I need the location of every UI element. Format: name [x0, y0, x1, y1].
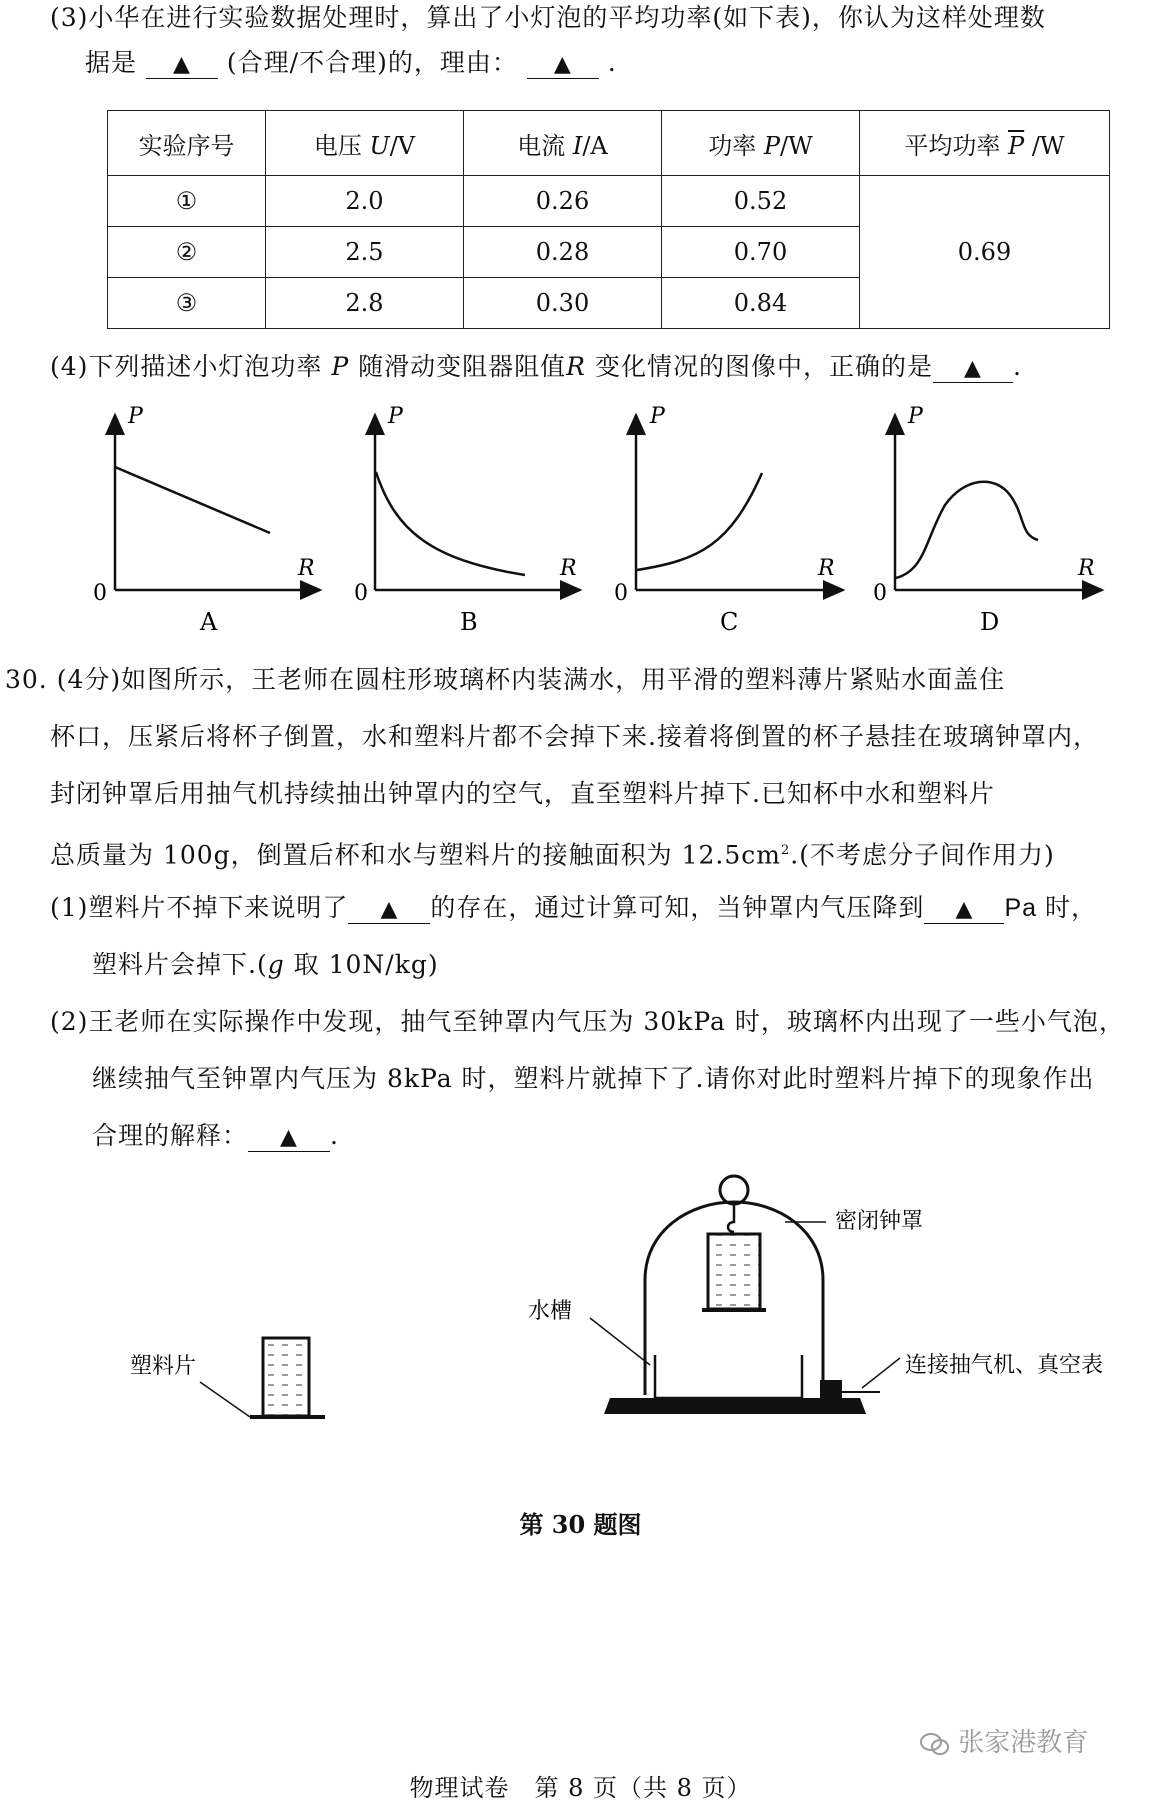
label-trough: 水槽 [528, 1299, 573, 1324]
q3-text-b: (合理/不合理)的，理由： [226, 48, 518, 77]
table-cell: ③ [108, 278, 266, 329]
bell-jar-assembly [528, 1176, 1103, 1414]
q30-figure [0, 1170, 1161, 1430]
q30-line4: 总质量为 100g，倒置后杯和水与塑料片的接触面积为 $12.5cm^2$.(不考虑分子间作用力) [50, 840, 1055, 870]
figure-caption: 第 30 题图 [519, 1510, 642, 1539]
graph-options [0, 395, 1161, 650]
triangle-mark: ▲ [173, 52, 191, 77]
table-cell: 0.84 [662, 278, 860, 329]
table-cell: ① [108, 176, 266, 227]
q30-part1: (1)塑料片不掉下来说明了 ▲ 的存在，通过计算可知，当钟罩内气压降到 ▲ Pa 时， [50, 893, 1097, 922]
q30-part2-line3: 合理的解释： ▲ . [92, 1121, 339, 1150]
graph-label-b: B [460, 608, 478, 636]
triangle-mark: ▲ [280, 1125, 298, 1150]
q30-line2: 杯口，压紧后将杯子倒置，水和塑料片都不会掉下来.接着将倒置的杯子悬挂在玻璃钟罩内， [50, 722, 1099, 751]
table-cell: 2.8 [266, 278, 464, 329]
header-current: 电流 I/A [464, 111, 662, 176]
answer-blank-reason[interactable] [527, 52, 599, 79]
answer-blank-pressure-value[interactable] [924, 897, 1004, 924]
table-cell: ② [108, 227, 266, 278]
hanging-cup [708, 1234, 760, 1309]
watermark: 张家港教育 [920, 1722, 1088, 1759]
x-axis-label: R [818, 556, 835, 581]
label-bell-jar: 密闭钟罩 [835, 1209, 924, 1234]
graph-d[interactable] [873, 404, 1102, 636]
table-cell: 0.28 [464, 227, 662, 278]
y-axis-label: P [650, 404, 665, 429]
chat-bubble-icon [920, 1731, 950, 1757]
curve-d [896, 482, 1038, 578]
header-average-power: 平均功率 $\overline{P}$ /W [860, 111, 1110, 176]
curve-b [376, 472, 525, 575]
origin-label: 0 [93, 581, 107, 606]
curve-c [637, 473, 762, 570]
y-axis-label: P [388, 404, 403, 429]
y-axis-label: P [908, 404, 923, 429]
q30-part1-line2: 塑料片会掉下.(g 取 10N/kg) [92, 950, 439, 979]
base-plate [604, 1398, 866, 1414]
q3-text-a: 据是 [85, 48, 138, 77]
answer-blank-graph[interactable] [933, 356, 1013, 383]
page-footer: 物理试卷 第 8 页（共 8 页） [409, 1774, 752, 1802]
graph-label-d: D [980, 608, 1000, 636]
origin-label: 0 [873, 581, 887, 606]
x-axis-label: R [1078, 556, 1095, 581]
average-power-cell: 0.69 [860, 176, 1110, 329]
triangle-mark: ▲ [964, 356, 982, 381]
q4-line: (4)下列描述小灯泡功率 P 随滑动变阻器阻值R 变化情况的图像中，正确的是 ▲ . [50, 352, 1022, 381]
table-row [108, 176, 1110, 227]
q30-part2-line1: (2)王老师在实际操作中发现，抽气至钟罩内气压为 30kPa 时，玻璃杯内出现了一些小气泡， [50, 1007, 1125, 1036]
q3-text-c: . [607, 48, 617, 77]
q3-line2 [85, 48, 617, 79]
answer-blank-explanation[interactable] [248, 1125, 330, 1152]
hook-icon [728, 1204, 734, 1232]
header-power: 功率 P/W [662, 111, 860, 176]
origin-label: 0 [614, 581, 628, 606]
table-cell: 0.30 [464, 278, 662, 329]
origin-label: 0 [354, 581, 368, 606]
curve-a [115, 467, 270, 533]
triangle-mark: ▲ [380, 897, 399, 922]
data-table [107, 110, 1110, 329]
label-pump: 连接抽气机、真空表 [905, 1353, 1104, 1378]
graph-label-a: A [200, 608, 218, 636]
table-header-row [108, 111, 1110, 176]
header-index: 实验序号 [108, 111, 266, 176]
label-plastic-sheet: 塑料片 [130, 1354, 197, 1379]
q30-part2-line2: 继续抽气至钟罩内气压为 8kPa 时，塑料片就掉下了.请你对此时塑料片掉下的现象作出 [92, 1064, 1095, 1093]
table-cell: 0.26 [464, 176, 662, 227]
triangle-mark: ▲ [553, 52, 572, 77]
x-axis-label: R [298, 556, 315, 581]
q30-line3: 封闭钟罩后用抽气机持续抽出钟罩内的空气，直至塑料片掉下.已知杯中水和塑料片 [50, 779, 995, 808]
y-axis-label: P [128, 404, 143, 429]
header-voltage: 电压 U/V [266, 111, 464, 176]
q30-line1: 30. (4分)如图所示，王老师在圆柱形玻璃杯内装满水，用平滑的塑料薄片紧贴水面盖住 [5, 665, 1006, 694]
graph-c[interactable] [614, 404, 843, 636]
answer-blank-reasonable[interactable] [146, 52, 218, 79]
knob-icon [720, 1176, 748, 1204]
table-cell: 0.70 [662, 227, 860, 278]
q3-line1: (3)小华在进行实验数据处理时，算出了小灯泡的平均功率(如下表)，你认为这样处理数 [50, 3, 1046, 32]
graph-label-c: C [720, 608, 739, 636]
table-cell: 0.52 [662, 176, 860, 227]
triangle-mark: ▲ [955, 897, 974, 922]
answer-blank-pressure-cause[interactable] [348, 897, 430, 924]
table-cell: 2.5 [266, 227, 464, 278]
table-cell: 2.0 [266, 176, 464, 227]
water-trough [655, 1355, 802, 1398]
x-axis-label: R [560, 556, 577, 581]
graph-a[interactable] [93, 404, 320, 636]
graph-b[interactable] [354, 404, 580, 636]
inverted-cup [130, 1338, 325, 1417]
